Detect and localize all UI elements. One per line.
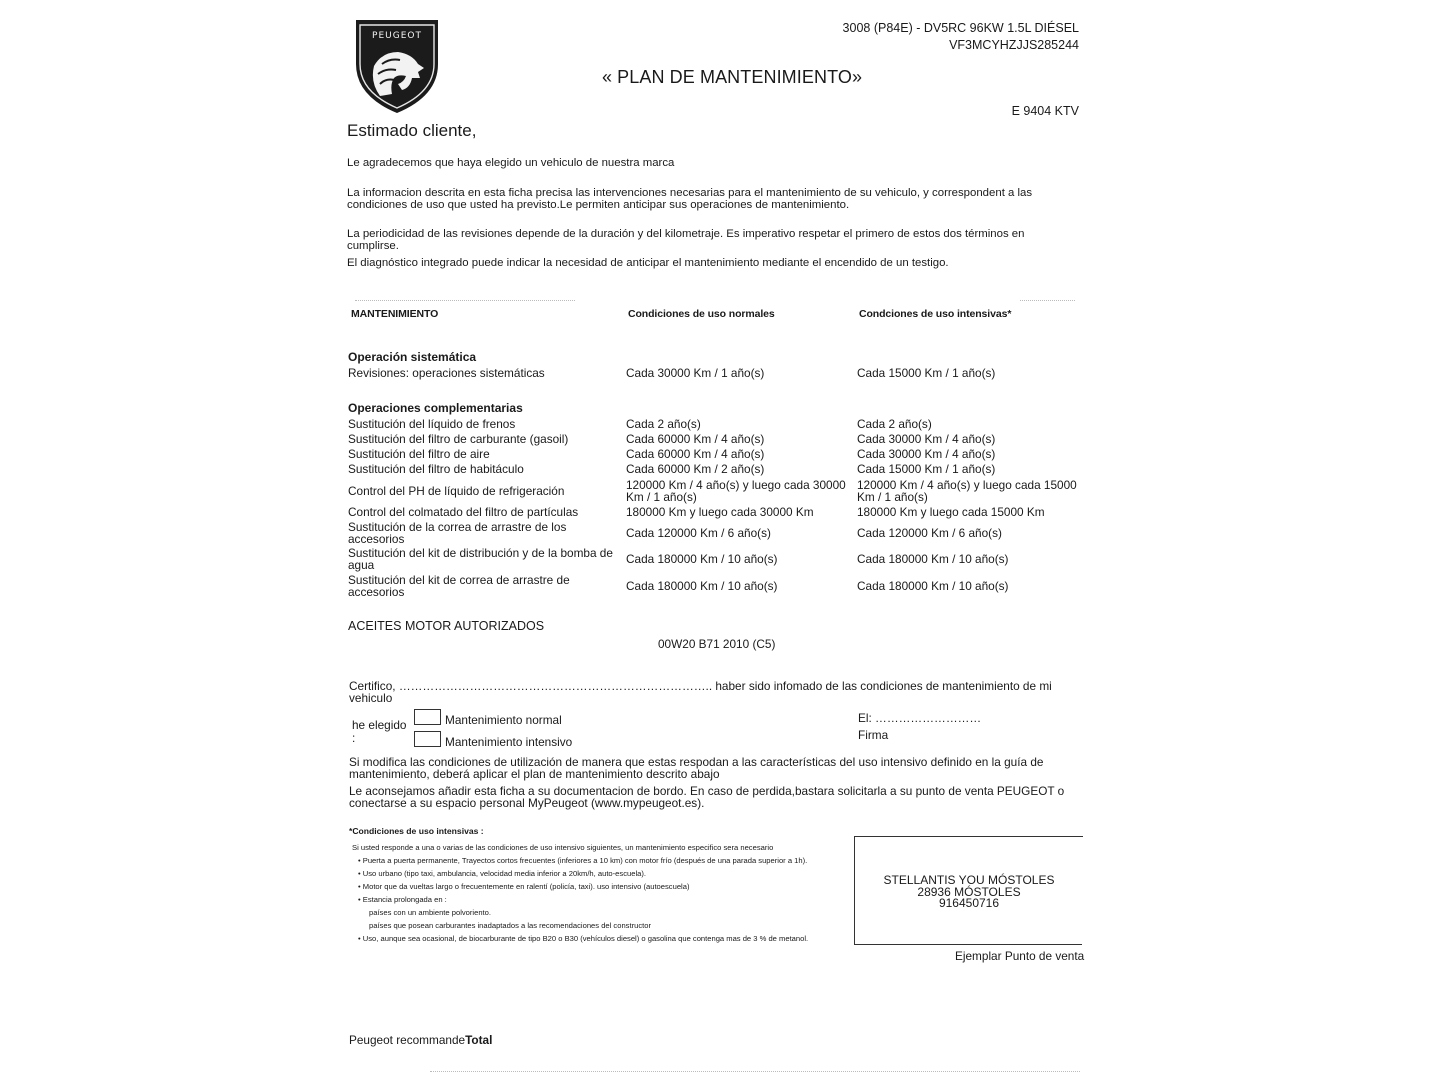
certify-statement: Certifico, …………………………………………………………………….. haber sido infomado de las condiciones de mantenimiento de mi vehiculo <box>349 679 1052 705</box>
intensive-condition-line: • Uso urbano (tipo taxi, ambulancia, velocidad media inferior a 20km/h, auto-escuela). <box>358 869 646 878</box>
normal-cell: Cada 30000 Km / 1 año(s) <box>626 366 765 380</box>
intensive-maintenance-checkbox[interactable] <box>414 731 441 747</box>
date-field: El: ……………………… <box>858 711 982 725</box>
intensive-cell: Cada 2 año(s) <box>857 417 932 431</box>
documentation-note: Le aconsejamos añadir esta ficha a su documentacion de bordo. En caso de perdida,bastara solicitarla a su punto de venta PEUGEOT o conectarse a su espacio personal MyPeugeot (www.mypeugeot.es). <box>349 784 1065 810</box>
complementary-section-title: Operaciones complementarias <box>348 401 523 415</box>
dealer-box-bottom-rule <box>854 944 1082 945</box>
intensive-condition-line: • Puerta a puerta permanente, Trayectos cortos frecuentes (inferiores a 10 km) con motor frío (después de una parada superior a 1h). <box>358 856 808 865</box>
intensive-cell: 120000 Km / 4 año(s) y luego cada 15000 Km / 1 año(s) <box>857 478 1077 504</box>
operation-cell: Sustitución del filtro de aire <box>348 447 490 461</box>
normal-cell: Cada 60000 Km / 2 año(s) <box>626 462 765 476</box>
operation-cell: Control del PH de líquido de refrigeración <box>348 484 565 498</box>
intensive-use-note: Si modifica las condiciones de utilización de manera que estas respodan a las características del uso intensivo definido en la guía de mantenimiento, deberá aplicar el plan de mantenimiento descrito abajo <box>349 755 1044 781</box>
svg-text:PEUGEOT: PEUGEOT <box>372 31 422 41</box>
dealer-phone: 916450716 <box>938 896 1000 910</box>
intensive-cell: Cada 15000 Km / 1 año(s) <box>857 366 996 380</box>
intro-paragraph-2: La informacion descrita en esta ficha precisa las intervenciones necesarias para el mantenimiento de su vehiculo, y correspondent a las condiciones de uso que usted ha previsto.Le permiten anticipar sus operaciones de mantenimiento. <box>347 187 1033 211</box>
operation-cell: Sustitución del kit de distribución y de la bomba de agua <box>348 546 613 572</box>
scan-noise <box>430 1071 1080 1072</box>
normal-cell: Cada 60000 Km / 4 año(s) <box>626 447 765 461</box>
oils-title: ACEITES MOTOR AUTORIZADOS <box>348 619 545 633</box>
operation-cell: Revisiones: operaciones sistemáticas <box>348 366 545 380</box>
intensive-condition-line: • Estancia prolongada en : <box>358 895 447 904</box>
operation-cell: Sustitución del líquido de frenos <box>348 417 516 431</box>
vehicle-plate: E 9404 KTV <box>1011 104 1079 118</box>
normal-cell: Cada 180000 Km / 10 año(s) <box>626 579 778 593</box>
operation-cell: Sustitución del filtro de habitáculo <box>348 462 524 476</box>
intensive-conditions-title: *Condiciones de uso intensivas : <box>349 826 484 836</box>
dealer-city: 28936 MÓSTOLES <box>917 884 1021 899</box>
normal-cell: Cada 60000 Km / 4 año(s) <box>626 432 765 446</box>
operation-cell: Sustitución del filtro de carburante (gasoil) <box>348 432 569 446</box>
header-maintenance: MANTENIMIENTO <box>351 308 439 320</box>
intensive-condition-line: • Uso, aunque sea ocasional, de biocarburante de tipo B20 o B30 (vehículos diesel) o gasolina que contenga mas de 3 % de metanol. <box>358 934 809 943</box>
normal-cell: Cada 2 año(s) <box>626 417 701 431</box>
intensive-condition-line: • Motor que da vueltas largo o frecuentemente en ralentí (policía, taxi). uso intensivo (autoescuela) <box>358 882 690 891</box>
systematic-section-title: Operación sistemática <box>348 350 477 364</box>
intensive-condition-line: países que posean carburantes inadaptados a las recomendaciones del constructor <box>369 921 651 930</box>
vehicle-vin: VF3MCYHZJJS285244 <box>949 38 1079 52</box>
header-normal-conditions: Condiciones de uso normales <box>628 308 775 320</box>
chosen-label: he elegido : <box>352 718 407 745</box>
intensive-cell: Cada 120000 Km / 6 año(s) <box>857 526 1002 540</box>
operation-cell: Control del colmatado del filtro de partículas <box>348 505 579 519</box>
peugeot-logo <box>352 18 442 114</box>
intensive-cell: Cada 30000 Km / 4 año(s) <box>857 432 996 446</box>
normal-maintenance-label: Mantenimiento normal <box>445 713 562 727</box>
intensive-cell: Cada 180000 Km / 10 año(s) <box>857 579 1009 593</box>
intro-paragraph-3: La periodicidad de las revisiones depende de la duración y del kilometraje. Es imperativo respetar el primero de estos dos términos en cumplirse. <box>347 228 1025 252</box>
vehicle-model-line: 3008 (P84E) - DV5RC 96KW 1.5L DIÉSEL <box>842 21 1079 35</box>
dealer-info <box>854 875 1084 910</box>
intensive-condition-line: países con un ambiente polvoriento. <box>369 908 492 917</box>
normal-cell: Cada 120000 Km / 6 año(s) <box>626 526 771 540</box>
intensive-maintenance-label: Mantenimiento intensivo <box>445 735 573 749</box>
scan-noise <box>355 300 575 301</box>
header-intensive-conditions: Condciones de uso intensivas* <box>859 308 1012 320</box>
intro-paragraph-4: El diagnóstico integrado puede indicar la necesidad de anticipar el mantenimiento mediante el encendido de un testigo. <box>347 257 949 269</box>
intensive-cell: Cada 180000 Km / 10 año(s) <box>857 552 1009 566</box>
normal-cell: 120000 Km / 4 año(s) y luego cada 30000 Km / 1 año(s) <box>626 478 846 504</box>
normal-cell: 180000 Km y luego cada 30000 Km <box>626 505 814 519</box>
dealer-name: STELLANTIS YOU MÓSTOLES <box>883 873 1055 887</box>
signature-label: Firma <box>858 728 889 742</box>
normal-maintenance-checkbox[interactable] <box>414 709 441 725</box>
intensive-cell: Cada 15000 Km / 1 año(s) <box>857 462 996 476</box>
normal-cell: Cada 180000 Km / 10 año(s) <box>626 552 778 566</box>
operation-cell: Sustitución del kit de correa de arrastre de accesorios <box>348 573 570 599</box>
intensive-condition-line: Si usted responde a una o varias de las condiciones de uso intensivo siguientes, un mantenimiento especifico sera necesario <box>352 843 774 852</box>
scan-noise <box>1020 300 1075 301</box>
intro-paragraph-1: Le agradecemos que haya elegido un vehiculo de nuestra marca <box>347 157 675 169</box>
footer-brand: Total <box>465 1033 493 1047</box>
page-title: « PLAN DE MANTENIMIENTO» <box>601 67 863 87</box>
footer-recommendation <box>349 1033 492 1047</box>
copy-label: Ejemplar Punto de venta <box>955 949 1085 963</box>
oils-value: 00W20 B71 2010 (C5) <box>658 637 776 651</box>
intensive-cell: Cada 30000 Km / 4 año(s) <box>857 447 996 461</box>
intensive-cell: 180000 Km y luego cada 15000 Km <box>857 505 1045 519</box>
footer-prefix: Peugeot recommande <box>349 1033 466 1047</box>
greeting: Estimado cliente, <box>347 121 477 140</box>
operation-cell: Sustitución de la correa de arrastre de los accesorios <box>348 520 567 546</box>
